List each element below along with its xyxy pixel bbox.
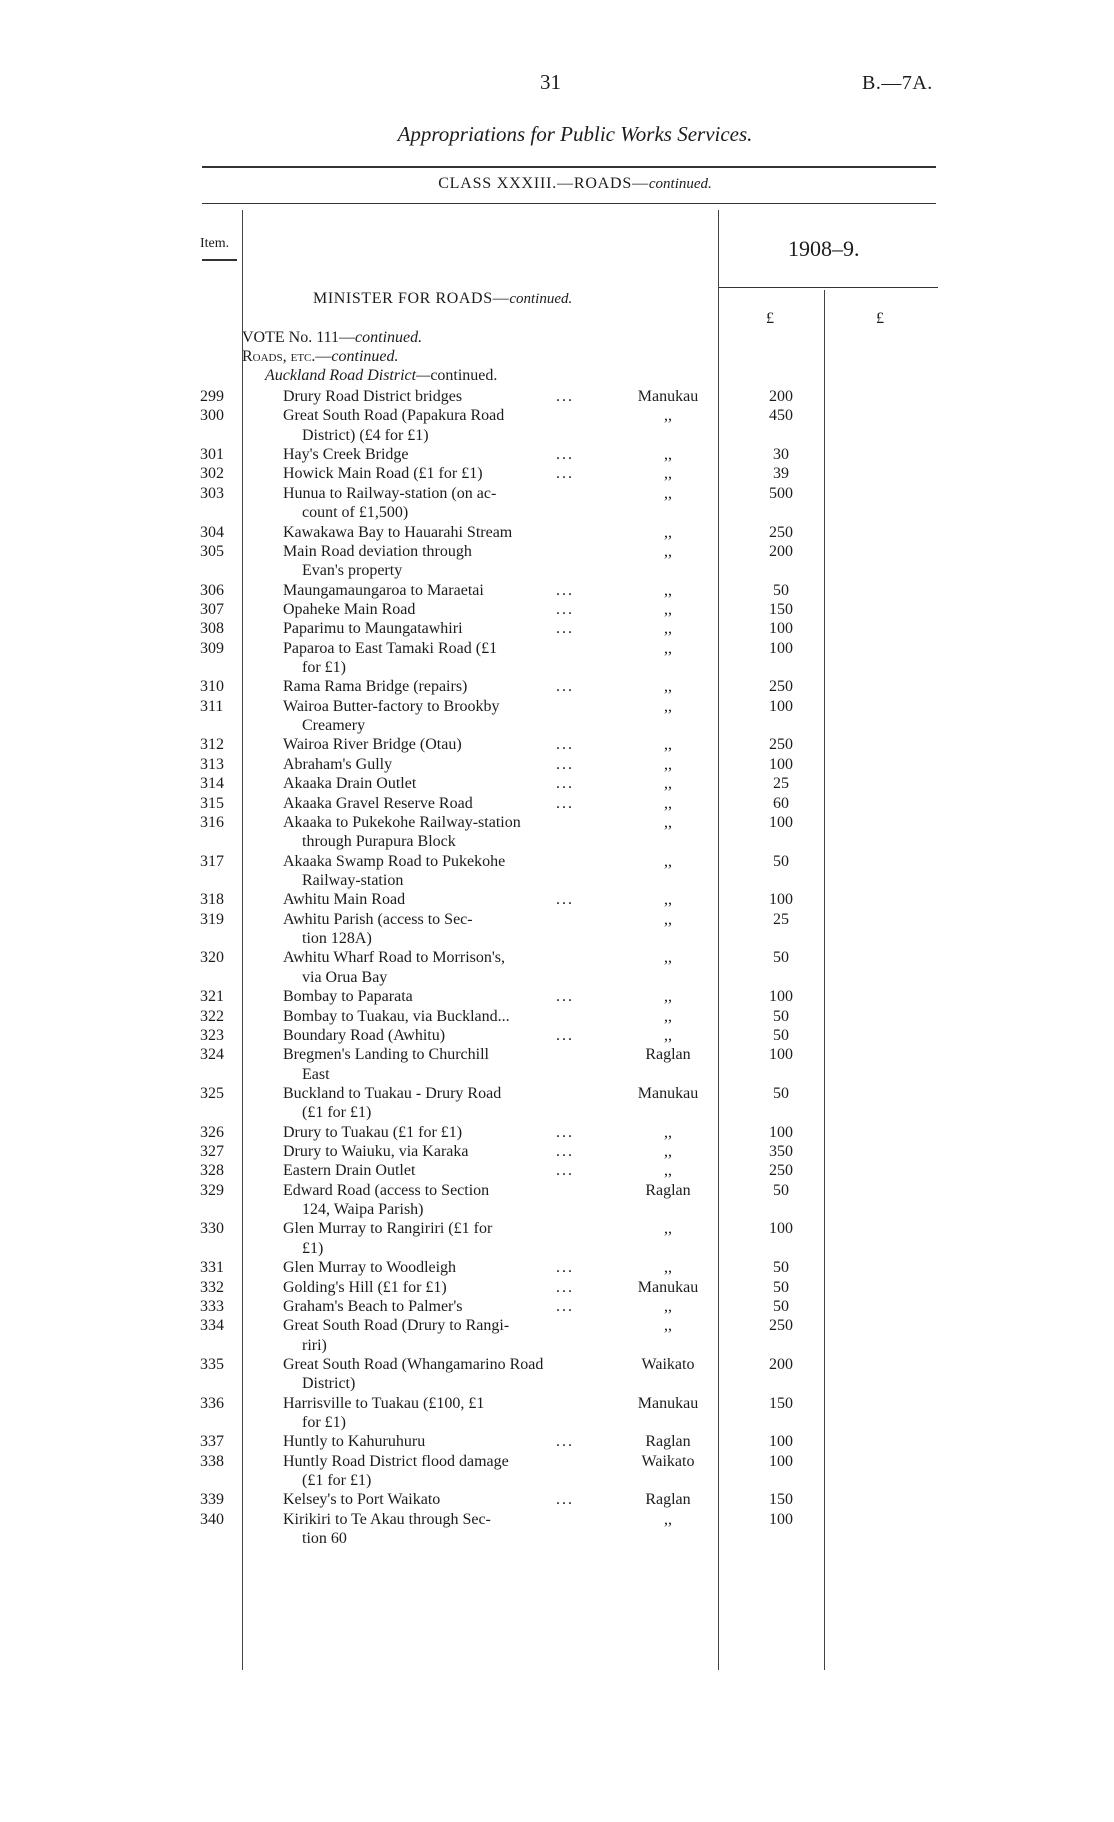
item-description: Akaaka Drain Outlet [283,775,417,793]
item-description: Great South Road (Drury to Rangi- [283,1317,510,1335]
table-row-continuation [0,832,1114,851]
leader-dots: ... [556,1162,574,1180]
amount: 100 [769,755,793,773]
amount: 50 [773,1084,789,1102]
table-row [0,445,1114,464]
item-description: Bregmen's Landing to Churchill [283,1046,489,1064]
item-number: 306 [200,581,224,599]
vote-label: VOTE No. 111—continued. [242,329,423,346]
item-description: £1) [302,1239,324,1257]
item-description: District) [302,1375,356,1393]
item-number: 311 [200,697,224,715]
item-number: 322 [200,1007,224,1025]
district: ,, [664,852,672,870]
table-row-continuation [0,716,1114,735]
table-row [0,890,1114,909]
item-description: Akaaka Swamp Road to Pukekohe [283,852,506,870]
leader-dots: ... [556,1026,574,1044]
item-description: via Orua Bay [302,968,388,986]
district: ,, [664,775,672,793]
amount: 150 [769,1394,793,1412]
table-row [0,619,1114,638]
item-header-underline [202,259,237,261]
amount: 250 [769,1162,793,1180]
district: ,, [664,813,672,831]
amount: 500 [769,484,793,502]
item-number: 312 [200,736,224,754]
table-row [0,1432,1114,1451]
item-description: Paparimu to Maungatawhiri [283,620,463,638]
item-description: Edward Road (access to Section [283,1181,490,1199]
amount: 50 [773,852,789,870]
district: ,, [664,697,672,715]
table-row-continuation [0,561,1114,580]
class-title-main: CLASS XXXIII.—ROADS— [438,175,649,192]
item-description: riri) [302,1336,327,1354]
item-number: 319 [200,910,224,928]
leader-dots: ... [556,1278,574,1296]
item-number: 305 [200,542,224,560]
page-title: Appropriations for Public Works Services. [397,122,753,146]
district: Raglan [645,1046,691,1064]
district: ,, [664,600,672,618]
district: Raglan [645,1433,691,1451]
amount: 100 [769,1433,793,1451]
table-row [0,813,1114,832]
district: ,, [664,988,672,1006]
table-row [0,1084,1114,1103]
item-description: Hay's Creek Bridge [283,446,409,464]
item-number: 321 [200,988,224,1006]
district: Manukau [637,1394,699,1412]
amount: 50 [773,1181,789,1199]
district-label: Auckland Road District—continued. [265,367,498,384]
item-description: Akaaka Gravel Reserve Road [283,794,473,812]
table-row [0,581,1114,600]
amount: 250 [769,736,793,754]
minister-heading-main: MINISTER FOR ROADS— [313,290,510,307]
item-description: 124, Waipa Parish) [302,1201,424,1219]
leader-dots: ... [556,794,574,812]
leader-dots: ... [556,1491,574,1509]
amount: 100 [769,1046,793,1064]
district: ,, [664,1317,672,1335]
item-description: Main Road deviation through [283,542,472,560]
amount: 25 [773,775,789,793]
table-row [0,1045,1114,1064]
year-header-rule [718,287,938,288]
amount: 100 [769,813,793,831]
item-number: 301 [200,446,224,464]
district: Waikato [641,1452,695,1470]
table-row [0,1007,1114,1026]
table-row-continuation [0,658,1114,677]
table-row-continuation [0,1336,1114,1355]
leader-dots: ... [556,1123,574,1141]
item-description: Glen Murray to Woodleigh [283,1259,457,1277]
item-description: count of £1,500) [302,504,409,522]
item-description: (£1 for £1) [302,1104,372,1122]
item-description: tion 60 [302,1530,347,1548]
item-description: Harrisville to Tuakau (£100, £1 [283,1394,485,1412]
leader-dots: ... [556,388,574,405]
amount: 150 [769,600,793,618]
amount: 50 [773,949,789,967]
district: ,, [664,736,672,754]
item-description: Great South Road (Papakura Road [283,407,505,425]
district: Waikato [641,1355,695,1373]
appropriation-table [0,387,1114,1549]
leader-dots: ... [556,581,574,599]
table-row [0,1123,1114,1142]
district: ,, [664,1162,672,1180]
item-number: 334 [200,1317,224,1335]
leader-dots: ... [556,988,574,1006]
pound-sign-2: £ [876,310,884,327]
table-row-continuation [0,871,1114,890]
table-row [0,639,1114,658]
table-row [0,1258,1114,1277]
item-number: 339 [200,1491,224,1509]
leader-dots: ... [556,678,574,696]
item-description: for £1) [302,659,346,677]
table-row [0,1181,1114,1200]
amount: 50 [773,1026,789,1044]
amount: 200 [769,1355,793,1373]
item-description: tion 128A) [302,930,372,948]
table-row-continuation [0,1065,1114,1084]
amount: 350 [769,1143,793,1161]
district: ,, [664,1297,672,1315]
table-row [0,1278,1114,1297]
item-description: Hunua to Railway-station (on ac- [283,484,497,502]
table-row-continuation [0,968,1114,987]
item-description: Drury Road District bridges [283,388,463,405]
table-row [0,1316,1114,1335]
district: Raglan [645,1181,691,1199]
amount: 25 [773,910,789,928]
item-number: 329 [200,1181,224,1199]
year-column-header: 1908–9. [788,236,860,261]
item-number: 340 [200,1510,224,1528]
amount: 60 [773,794,789,812]
item-description: for £1) [302,1414,346,1432]
table-row [0,387,1114,406]
item-description: Rama Rama Bridge (repairs) [283,678,468,696]
item-description: Drury to Tuakau (£1 for £1) [283,1123,463,1141]
amount: 50 [773,1259,789,1277]
table-row-continuation [0,1471,1114,1490]
district: ,, [664,1143,672,1161]
item-description: Maungamaungaroa to Maraetai [283,581,484,599]
district: Raglan [645,1491,691,1509]
amount: 100 [769,639,793,657]
item-number: 327 [200,1143,224,1161]
table-row [0,1026,1114,1045]
table-row-continuation [0,1374,1114,1393]
table-row [0,1355,1114,1374]
item-description: Awhitu Main Road [283,891,406,909]
table-row [0,852,1114,871]
item-description: Railway-station [302,871,404,889]
leader-dots: ... [556,755,574,773]
table-row [0,697,1114,716]
item-number: 335 [200,1355,224,1373]
amount: 150 [769,1491,793,1509]
item-description: Bombay to Tuakau, via Buckland... [283,1007,510,1025]
item-description: Wairoa Butter-factory to Brookby [283,697,500,715]
amount: 250 [769,1317,793,1335]
document-reference: B.—7A. [862,72,933,94]
item-description: Howick Main Road (£1 for £1) [283,465,483,483]
amount: 100 [769,697,793,715]
table-row [0,987,1114,1006]
amount: 250 [769,523,793,541]
district: Manukau [637,1084,699,1102]
item-description: Kawakawa Bay to Hauarahi Stream [283,523,513,541]
table-row-continuation [0,1200,1114,1219]
item-description: Evan's property [302,562,403,580]
table-row-continuation [0,426,1114,445]
amount: 100 [769,1452,793,1470]
item-number: 324 [200,1046,224,1064]
item-number: 313 [200,755,224,773]
table-row [0,1490,1114,1509]
amount: 200 [769,542,793,560]
table-row-continuation [0,1103,1114,1122]
item-description: Huntly to Kahuruhuru [283,1433,426,1451]
item-description: Drury to Waiuku, via Karaka [283,1143,469,1161]
district: Manukau [637,388,699,405]
item-description: (£1 for £1) [302,1472,372,1490]
item-number: 330 [200,1220,224,1238]
item-number: 307 [200,600,224,618]
item-number: 331 [200,1259,224,1277]
district: ,, [664,1026,672,1044]
table-row-continuation [0,1529,1114,1548]
minister-heading [313,290,572,308]
district: ,, [664,1220,672,1238]
table-row-continuation [0,1413,1114,1432]
table-row [0,484,1114,503]
district: ,, [664,407,672,425]
item-description: Huntly Road District flood damage [283,1452,509,1470]
item-description: Creamery [302,717,366,735]
item-number: 309 [200,639,224,657]
amount: 39 [773,465,789,483]
district: ,, [664,755,672,773]
leader-dots: ... [556,600,574,618]
item-description: Bombay to Paparata [283,988,413,1006]
amount: 50 [773,1278,789,1296]
item-description: Kelsey's to Port Waikato [283,1491,441,1509]
district: ,, [664,1007,672,1025]
table-row [0,948,1114,967]
table-row [0,774,1114,793]
pound-sign-1: £ [766,310,774,327]
roads-label: Roads, etc.—continued. [242,348,399,365]
leader-dots: ... [556,1259,574,1277]
amount: 30 [773,446,789,464]
table-row [0,406,1114,425]
amount: 50 [773,1007,789,1025]
amount: 100 [769,620,793,638]
item-description: Awhitu Wharf Road to Morrison's, [283,949,505,967]
table-row [0,677,1114,696]
item-description: Opaheke Main Road [283,600,416,618]
table-row [0,464,1114,483]
table-row [0,755,1114,774]
amount: 250 [769,678,793,696]
item-number: 315 [200,794,224,812]
table-row [0,1142,1114,1161]
class-title [0,175,1114,193]
class-title-continued: continued. [648,176,712,192]
amount: 100 [769,988,793,1006]
table-row [0,600,1114,619]
district: ,, [664,949,672,967]
item-number: 333 [200,1297,224,1315]
table-row-continuation [0,1239,1114,1258]
amount: 50 [773,1297,789,1315]
table-row [0,1161,1114,1180]
amount: 450 [769,407,793,425]
item-description: Glen Murray to Rangiriri (£1 for [283,1220,493,1238]
item-number: 314 [200,775,224,793]
item-number: 326 [200,1123,224,1141]
amount: 200 [769,388,793,405]
item-description: Abraham's Gully [283,755,393,773]
table-row [0,1510,1114,1529]
item-number: 304 [200,523,224,541]
item-description: Wairoa River Bridge (Otau) [283,736,462,754]
district: ,, [664,1510,672,1528]
amount: 100 [769,891,793,909]
item-number: 336 [200,1394,224,1412]
table-row-continuation [0,929,1114,948]
district: ,, [664,794,672,812]
item-number: 316 [200,813,224,831]
table-row [0,542,1114,561]
table-row [0,1219,1114,1238]
item-description: Great South Road (Whangamarino Road [283,1355,544,1373]
table-row [0,1297,1114,1316]
item-number: 308 [200,620,224,638]
district: ,, [664,523,672,541]
item-description: through Purapura Block [302,833,456,851]
item-number: 300 [200,407,224,425]
item-description: East [302,1065,330,1083]
table-row [0,523,1114,542]
item-number: 328 [200,1162,224,1180]
district: Manukau [637,1278,699,1296]
amount: 50 [773,581,789,599]
item-description: District) (£4 for £1) [302,426,429,444]
leader-dots: ... [556,891,574,909]
item-description: Boundary Road (Awhitu) [283,1026,446,1044]
district: ,, [664,1259,672,1277]
leader-dots: ... [556,465,574,483]
item-description: Graham's Beach to Palmer's [283,1297,463,1315]
leader-dots: ... [556,1433,574,1451]
district: ,, [664,639,672,657]
district: ,, [664,465,672,483]
table-row-continuation [0,503,1114,522]
item-number: 320 [200,949,224,967]
item-number: 317 [200,852,224,870]
district: ,, [664,542,672,560]
item-description: Akaaka to Pukekohe Railway-station [283,813,521,831]
item-description: Paparoa to East Tamaki Road (£1 [283,639,498,657]
leader-dots: ... [556,775,574,793]
amount: 100 [769,1123,793,1141]
item-description: Awhitu Parish (access to Sec- [283,910,473,928]
minister-heading-continued: continued. [509,291,573,307]
item-number: 338 [200,1452,224,1470]
district: ,, [664,446,672,464]
table-row [0,1394,1114,1413]
district: ,, [664,620,672,638]
item-number: 302 [200,465,224,483]
item-description: Kirikiri to Te Akau through Sec- [283,1510,491,1528]
item-number: 299 [200,388,224,405]
district: ,, [664,484,672,502]
district: ,, [664,891,672,909]
district: ,, [664,678,672,696]
item-number: 323 [200,1026,224,1044]
item-column-header: Item. [200,236,230,251]
amount: 100 [769,1510,793,1528]
item-number: 318 [200,891,224,909]
district: ,, [664,581,672,599]
amount: 100 [769,1220,793,1238]
item-number: 337 [200,1433,224,1451]
district: ,, [664,910,672,928]
item-number: 303 [200,484,224,502]
leader-dots: ... [556,736,574,754]
table-row [0,735,1114,754]
item-description: Golding's Hill (£1 for £1) [283,1278,447,1296]
district: ,, [664,1123,672,1141]
leader-dots: ... [556,1143,574,1161]
top-rule [202,166,936,168]
item-description: Eastern Drain Outlet [283,1162,416,1180]
item-number: 310 [200,678,224,696]
item-number: 332 [200,1278,224,1296]
leader-dots: ... [556,620,574,638]
header-rule [202,203,936,204]
page-number: 31 [540,70,561,94]
table-row [0,794,1114,813]
item-number: 325 [200,1084,224,1102]
item-description: Buckland to Tuakau - Drury Road [283,1084,502,1102]
leader-dots: ... [556,446,574,464]
table-row [0,1452,1114,1471]
table-row [0,910,1114,929]
leader-dots: ... [556,1297,574,1315]
